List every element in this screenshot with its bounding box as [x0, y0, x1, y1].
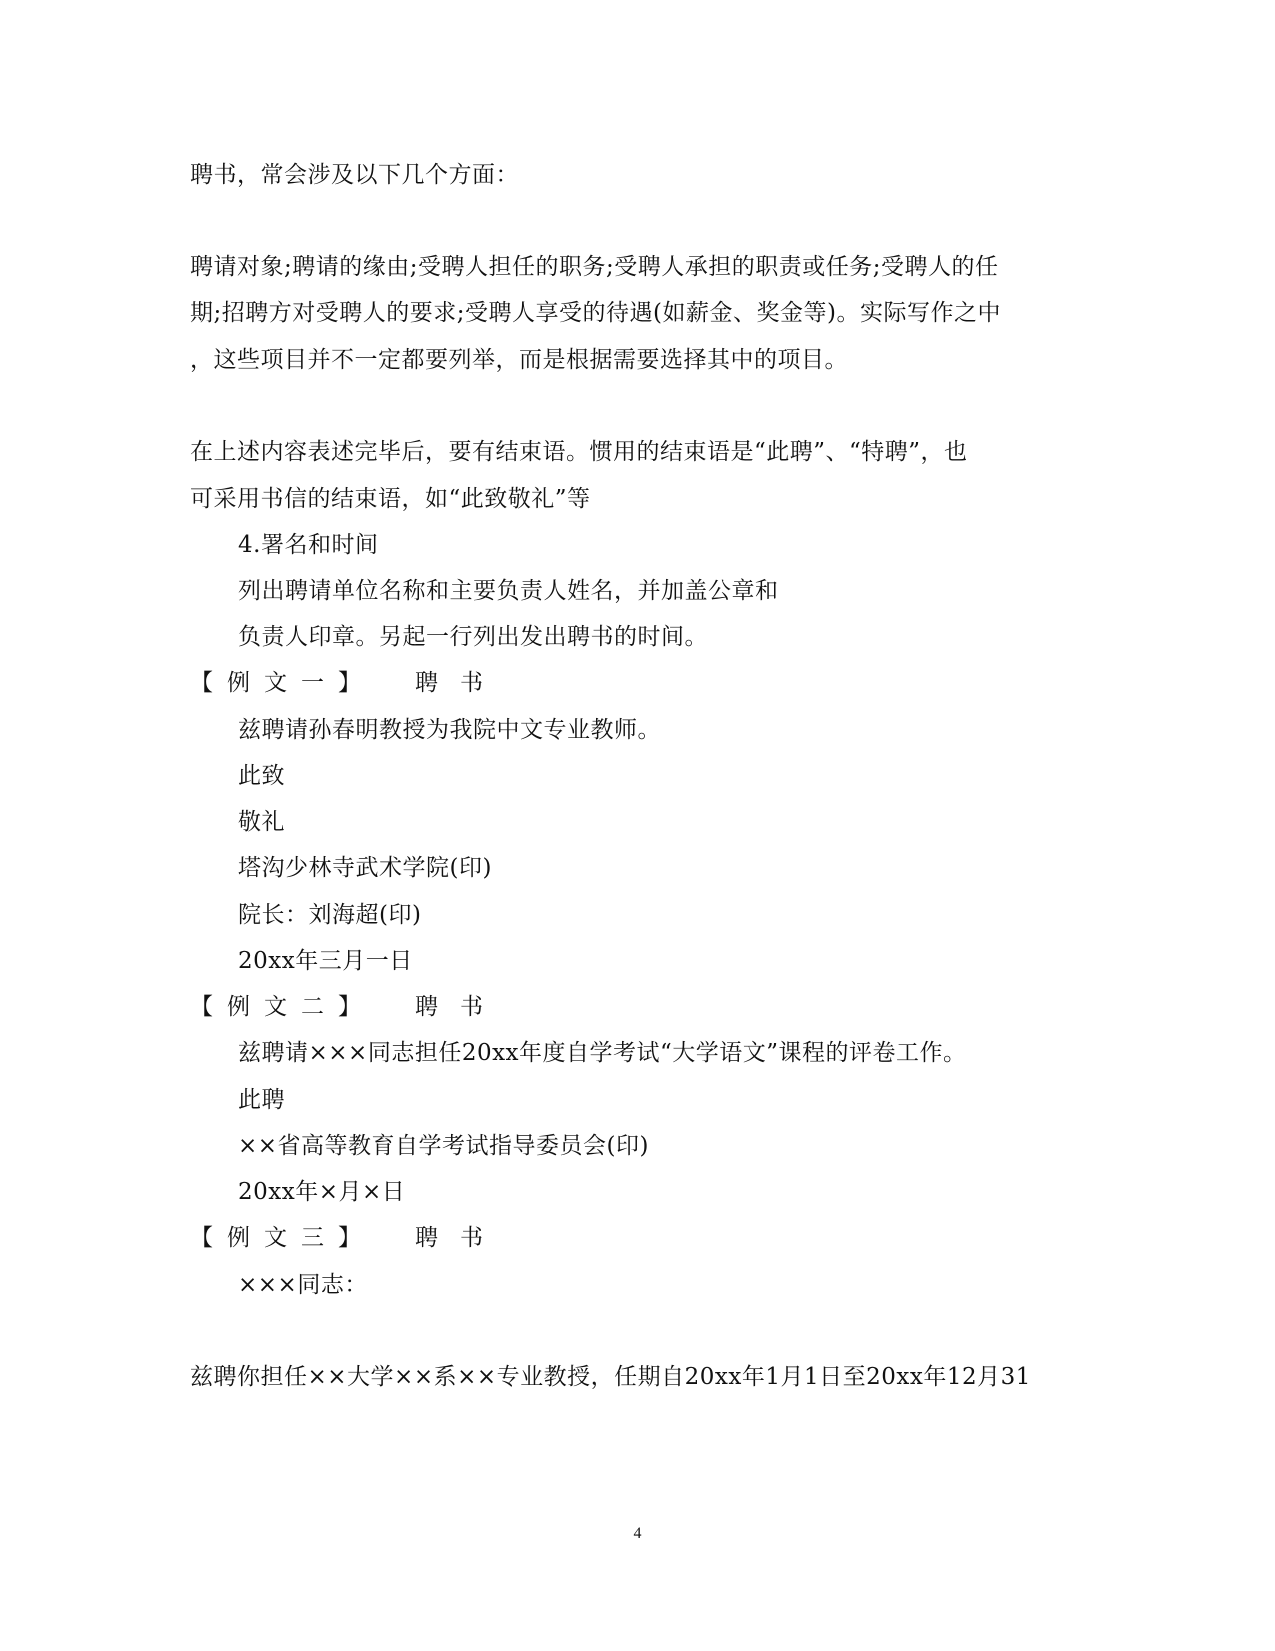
paragraph-line: 负责人印章。另起一行列出发出聘书的时间。: [238, 624, 708, 650]
page-number: 4: [633, 1525, 642, 1542]
example-title: 聘书: [415, 670, 505, 696]
paragraph-line: 列出聘请单位名称和主要负责人姓名，并加盖公章和: [238, 578, 779, 604]
example-label: 【例文三】: [190, 1225, 375, 1251]
example-line: 此致: [238, 763, 285, 789]
example-line: 兹聘请孙春明教授为我院中文专业教师。: [238, 717, 661, 743]
paragraph-line: 聘书，常会涉及以下几个方面：: [190, 162, 519, 188]
example-line: 敬礼: [238, 809, 285, 835]
example-title: 聘书: [415, 994, 505, 1020]
example-line: 兹聘你担任××大学××系××专业教授，任期自20xx年1月1日至20xx年12月31: [190, 1364, 1031, 1390]
paragraph-line: 在上述内容表述完毕后，要有结束语。惯用的结束语是“此聘”、“特聘”，也: [190, 439, 968, 465]
example-line: 院长：刘海超(印): [238, 902, 422, 928]
example-title: 聘书: [415, 1225, 505, 1251]
example-header: [190, 992, 505, 1022]
section-heading: 4.署名和时间: [238, 532, 379, 558]
paragraph-line: 期;招聘方对受聘人的要求;受聘人享受的待遇(如薪金、奖金等)。实际写作之中: [190, 300, 1001, 326]
paragraph-line: ，这些项目并不一定都要列举，而是根据需要选择其中的项目。: [190, 347, 848, 373]
example-label: 【例文一】: [190, 670, 375, 696]
example-line: 塔沟少林寺武术学院(印): [238, 855, 492, 881]
example-line: 兹聘请×××同志担任20xx年度自学考试“大学语文”课程的评卷工作。: [238, 1040, 967, 1066]
paragraph-line: 可采用书信的结束语，如“此致敬礼”等: [190, 486, 591, 512]
example-line: ××省高等教育自学考试指导委员会(印): [238, 1133, 649, 1159]
example-header: [190, 1223, 505, 1253]
example-label: 【例文二】: [190, 994, 375, 1020]
example-line: 此聘: [238, 1087, 285, 1113]
example-line: 20xx年×月×日: [238, 1179, 406, 1205]
example-line: 20xx年三月一日: [238, 948, 413, 974]
example-header: [190, 668, 505, 698]
example-line: ×××同志：: [238, 1272, 368, 1298]
paragraph-line: 聘请对象;聘请的缘由;受聘人担任的职务;受聘人承担的职责或任务;受聘人的任: [190, 254, 999, 280]
